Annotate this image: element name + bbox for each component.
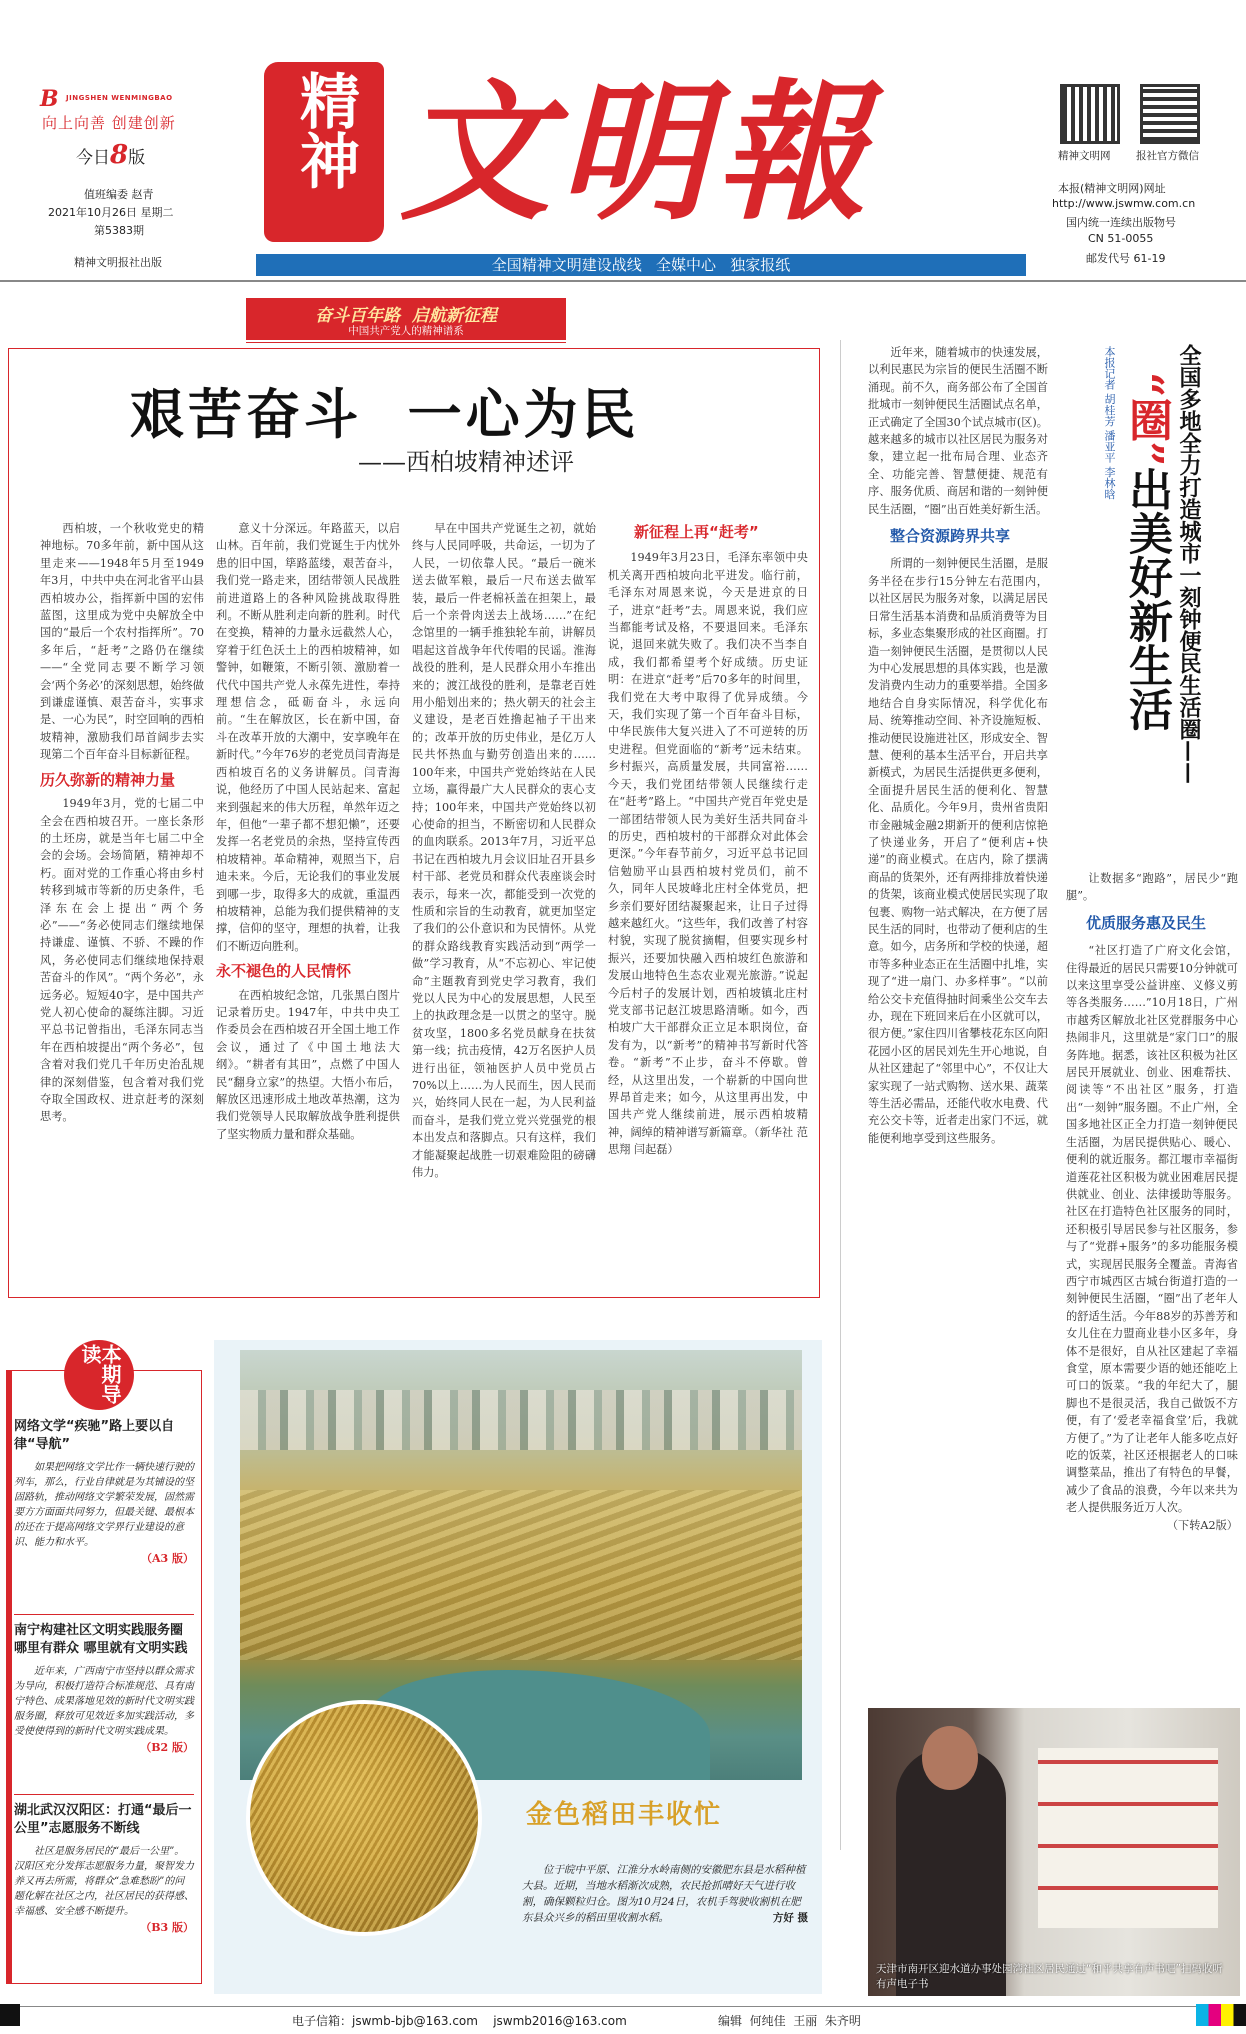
resident-head [922,1726,978,1790]
section-heading-3: 新征程上再“赶考” [634,523,759,541]
serial-label: 国内统一连续出版物号 [1066,216,1176,229]
article2-column-2: 让数据多“跑路”，居民少“跑腿”。 优质服务惠及民生 “社区打造了广府文化会馆，住得最近的居民只需要10分钟就可以来这里享受公益讲座、义修义剪等各类服务……”10月18日，广州市越秀区解放北社区党群服务中心热闹非凡，这里就是“家门口”的服务阵地。据悉，该社区积极为社区居民开展就业、创业、困难帮扶、阅读等“不出社区”服务，打造出“一刻钟”服务圈。不止广州，全国多地社区正全力打造一刻钟便民生活圈，为居民提供贴心、暖心、便利的就近服务。都江堰市幸福街道莲花社区积极为就业困难居民提供就业、创业、法律援助等服务。社区在打造特色社区服务的同时，还积极引导居民参与社区服务，参与了“党群+服务”的多功能服务模式，实现居民服务全覆盖。青海省西宁市城西区古城台街道打造的一刻钟便民生活圈，“圈”出了老年人的舒适生活。今年88岁的苏善芳和女儿住在力盟商业巷小区多年，身体不是很好，自从社区建起了幸福食堂，原本需要少语的她还能吃上可口的饭菜。“我的年纪大了，腿脚也不是很灵活，我自己做饭不方便，有了‘爱老幸福食堂’后，我就方便了。”为了让老年人能多吃点好吃的饭菜，社区还根据老人的口味调整菜品，推出了有特色的早餐，减少了食品的浪费，今年以来共为老人提供服务近万人次。 （下转A2版） [1066,870,1238,1862]
divider [0,280,1246,282]
guide-item-body: 社区是服务居民的“最后一公里”。汉阳区充分发挥志愿服务力量，聚智发力养又再去所需，将群众“急难愁盼”的问题化解在社区之内，社区居民的获得感、幸福感、安全感不断提升。 [14,1846,194,1917]
community-photo-caption: 天津市南开区迎水道办事处园湾社区居民通过“和平共享有声书吧”扫码收听有声电子书 [876,1963,1223,1990]
guide-item-title[interactable]: 南宁构建社区文明实践服务圈 哪里有群众 哪里就有文明实践 [14,1623,188,1656]
logo-main-text: 文明報 [400,65,875,241]
footer-rule [20,2006,1196,2007]
bulletin-wall [1038,1748,1218,1928]
qr-code-icon[interactable] [1140,84,1200,144]
photo-title: 金色稻田丰收忙 [526,1800,723,1830]
guide-divider [14,1614,194,1615]
article-column-4: 新征程上再“赶考” 1949年3月23日，毛泽东率领中央机关离开西柏坡向北平进发。临行前，毛泽东对周恩来说，今天是进京的日子，进京“赶考”去。周恩来说，我们应当都能考试及格，不要退回来。毛泽东说，退回来就失败了。我们决不当李自成，我们都希望考个好成绩。历史证明：在进京“赶考”后70多年的时间里，我们党在大考中取得了优异成绩。今天，我们实现了第一个百年奋斗目标，中华民族伟大复兴进入了不可逆转的历史进程。但党面临的“新考”远未结束。乡村振兴，高质量发展，共同富裕……今天，我们党团结带领人民继续行走在“赶考”路上。“中国共产党百年党史是一部团结带领人民为美好生活共同奋斗的历史，西柏坡村的干部群众对此体会更深。”今年春节前夕，习近平总书记回信勉励平山县西柏坡村党员们，前不久，同年人民坡峰北庄村全体党员，把乡亲们要好团结凝聚起来，让日子过得越来越红火。“这些年，我们改善了村容村貌，实现了脱贫摘帽，但要实现乡村振兴，还要加快融入西柏坡红色旅游和发展山地特色生态农业观光旅游。”说起今后村子的发展计划，西柏坡镇北庄村党支部书记赵江坡思路清晰。如今，西柏坡广大干部群众正立足本职岗位，奋发有为，以“新考”的精神书写新时代答卷。“新考”不止步，奋斗不停歇。曾经，从这里出发，一个崭新的中国向世界昂首走来；如今，从这里再出发，中国共产党人继续前进，展示西柏坡精神，阔绰的精神谱写新篇章。（新华社 范思翔 闫起磊） [608,523,808,1157]
masthead [0,0,1246,285]
footer-email: 电子信箱：jswmb-bjb@163.com jswmb2016@163.com [292,2014,627,2028]
guide-item-body: 近年来，广西南宁市坚持以群众需求为导向，积极打造符合标准规范、具有南宁特色、成果落地见效的新时代文明实践服务圈，释放可见效近多加实践活动，多受使使得到的新时代文明实践成果。 [14,1666,194,1737]
article2-reporters: 本报记者 胡桂芳 潘亚平 李林晗 [1103,346,1116,500]
publisher-line: 精神文明报社出版 [74,256,162,269]
guide-item-body: 如果把网络文学比作一辆快速行驶的列车，那么，行业自律就是为其铺设的坚固路轨，推动网络文学繁荣发展，固然需要方方面面共同努力，但最关键、最根本的还在于提高网络文学界行业建设的意识、能力和水平。 [14,1462,194,1548]
publisher-logo-mark: B [40,86,59,112]
guide-item[interactable] [14,1802,194,1935]
site-url[interactable]: http://www.jswmw.com.cn [1052,197,1196,210]
series-banner [246,298,566,340]
guide-item-title[interactable]: 湖北武汉汉阳区：打通“最后一公里”志愿服务不断线 [14,1803,192,1836]
section-heading-1: 历久弥新的精神力量 [40,770,176,789]
duty-editor: 值班编委 赵青 [84,188,154,201]
rice-closeup-photo [246,1700,482,1936]
article-column-1: 西柏坡，一个秋收党史的精神地标。70多年前，新中国从这里走来——1948年5月至1949年3月，中共中央在河北省平山县西柏坡办公，指挥新中国的宏伟蓝图，这里成为党中央解放全中国的“最后一个农村指挥所”。70多年后，“赶考”之路仍在继续——“全党同志要不断学习领会‘两个务必’的深刻思想，始终做到谦虚谨慎、艰苦奋斗，实事求是、一心为民”，时空回响的西柏坡精神，激励我们昂首阔步去实现第二个百年奋斗目标新征程。 历久弥新的精神力量 1949年3月，党的七届二中全会在西柏坡召开。一座长条形的土坯房，就是当年七届二中全会的会场。会场简陋，精神却不朽。面对党的工作重心将由乡村转移到城市等新的历史条件，毛泽东在会上提出“两个务必”——“务必使同志们继续地保持谦虚、谨慎、不骄、不躁的作风，务必使同志们继续地保持艰苦奋斗的作风”。“两个务必”，永远务必。短短40字，是中国共产党人初心使命的凝练注脚。习近平总书记曾指出，毛泽东同志当年在西柏坡提出“两个务必”，包含着对我们党几千年历史治乱规律的深刻借鉴，包含着对我们党夺取全国政权、进京赶考的深刻思考。 [40,522,204,1124]
photo-caption: 位于皖中平原、江淮分水岭南侧的安徽肥东县是水稻种植大县。近期，当地水稻渐次成熟，农民抢抓晴好天气进行收割，确保颗粒归仓。图为10月24日，农机手驾驶收割机在肥东县众兴乡的稻田里收割水稻。 方好 摄 [522,1864,808,1924]
series-title: 奋斗百年路 启航新征程 [315,306,497,326]
guide-item-title[interactable]: 网络文学“疾驰”路上要以自律“导航” [14,1419,175,1452]
field-rows [240,1490,802,1660]
publisher-english-name: JINGSHEN WENMINGBAO [66,94,173,102]
slogan: 向上向善 创建创新 [42,114,176,132]
guide-item[interactable] [14,1622,194,1755]
vertical-rule [840,340,841,1850]
village-houses [240,1390,802,1450]
series-banner-rule [246,342,566,343]
article-column-3: 早在中国共产党诞生之初，就始终与人民同呼吸，共命运，一切为了人民，一切依靠人民。“最后一碗米送去做军粮，最后一尺布送去做军装，最后一件老棉袄盖在担架上，最后一个亲骨肉送去上战场……”在纪念馆里的一辆手推独轮车前，讲解员唱起这首战争年代传唱的民谣。淮海战役的胜利，是人民群众用小车推出来的；渡江战役的胜利，是靠老百姓用小船划出来的；热火朝天的社会主义建设，是老百姓撸起袖子干出来的；改革开放的历史伟业，是亿万人民共怀热血与勤劳创造出来的……100年来，中国共产党始终站在人民立场，赢得最广大人民群众的衷心支持；100年来，中国共产党始终以初心使命的担当，不断密切和人民群众的血肉联系。2013年7月，习近平总书记在西柏坡九月会议旧址召开县乡村干部、老党员和群众代表座谈会时表示，每来一次，都能受到一次党的性质和宗旨的生动教育，就更加坚定了我们的公仆意识和为民情怀。从党的群众路线教育实践活动到“两学一做”学习教育，从“不忘初心、牢记使命”主题教育到党史学习教育，我们党以人民为中心的发展思想，人民至上的执政理念是一以贯之的坚守。脱贫攻坚，1800多名党员献身在扶贫第一线；抗击疫情，42万名医护人员进行出征，领袖医护人员中党员占70%以上……为人民而生，因人民而兴，始终同人民在一起，为人民利益而奋斗，是我们党立党兴党强党的根本出发点和落脚点。只有这样，我们才能凝聚起战胜一切艰难险阻的磅礴伟力。 [412,522,596,1180]
section-heading: 整合资源跨界共享 [890,527,1011,546]
section-heading-2: 永不褪色的人民情怀 [216,962,352,981]
footer-color-bar [0,2004,20,2026]
guide-badge-text: 本期导读 [78,1344,122,1404]
article2-column-1: 近年来，随着城市的快速发展，以利民惠民为宗旨的便民生活圈不断涌现。前不久，商务部公布了全国首批城市一刻钟便民生活圈试点名单，正式确定了全国30个试点城市(区)。越来越多的城市以社区居民为服务对象，建立起一批布局合理、业态齐全、功能完善、智慧便捷、规范有序、服务优质、商居和谐的一刻钟便民生活圈，“圈”出百姓美好新生活。 整合资源跨界共享 所谓的一刻钟便民生活圈，是服务半径在步行15分钟左右范围内，以社区居民为服务对象，以满足居民日常生活基本消费和品质消费等为目标，多业态集聚形成的社区商圈。打造一刻钟便民生活圈，是贯彻以人民为中心发展思想的具体实践，也是激发消费内生动力的重要举措。全国多地结合自身实际情况，科学优化布局、统筹推动空间、补齐设施短板、推动便民设施进社区，形成安全、智慧、便利的基本生活平台，开启共享新模式，为居民生活提供更多便利，全面提升居民生活的便利化、智慧化、品质化。今年9月，贵州省贵阳市金融城金融2期新开的便利店惊艳了快递业务，开启了“便利店+快递”的商业模式。在店内，除了摆满商品的货架外，还有两排排放着快递的货架，该商业模式使居民实现了取包裹、购物一站式解决，在方便了居民生活的同时，也带动了便利店的生意。如今，店务所和学校的快递，超市等多种业态正在生活圈中扎堆，实现了“进一扇门、办多样事”。“以前给公交卡充值得抽时间乘坐公交车去办，现在下班回来后在小区就可以，很方便。”家住四川省攀枝花东区向阳花园小区的居民刘先生开心地说，自从社区建起了“邻里中心”，不仅让大家实现了一站式购物、送水果、蔬菜等生活必需品，还能代收水电费、代充公交卡等，近者走出家门不远，就能便利地享受到这些服务。 [868,346,1048,1145]
footer-editors: 编辑 何纯佳 王丽 朱齐明 [718,2014,861,2028]
guide-item-page[interactable]: （A3 版） [140,1552,194,1565]
article2-title: “圈”出美好新生活 [1121,372,1172,731]
issue-number: 第5383期 [94,224,144,237]
guide-item-page[interactable]: （B2 版） [140,1741,194,1754]
article-subtitle: ——西柏坡精神述评 [358,448,574,476]
issue-date: 2021年10月26日 星期二 [48,206,174,219]
site-label: 本报(精神文明网)网址 [1058,182,1166,195]
article-column-2: 意义十分深远。年路蓝天，以启山林。百年前，我们党诞生于内忧外患的旧中国，筚路蓝缕，艰苦奋斗，我们党一路走来，团结带领人民战胜前进道路上的各种风险挑战取得胜利。不断从胜利走向新的胜利。时代在变换，精神的力量永远截然人心，穿着于红色沃土上的西柏坡精神，如警钟，如鞭策，不断引领、激励着一代代中国共产党人永葆先进性，奉持理想信念，砥砺奋斗，永远向前。“生在解放区，长在新中国，奋斗在改革开放的大潮中，安享晚年在新时代。”今年76岁的老党员闫青海是西柏坡百名的义务讲解员。闫青海说，他经历了中国人民站起来、富起来到强起来的伟大历程，单然年迈之年，但他“一辈子都不想犯懒”，还要发挥一名老党员的余热，坚持宣传西柏坡精神。革命精神，观照当下，启迪未来。今后，无论我们的事业发展到哪一步，取得多大的成就，重温西柏坡精神，总能为我们提供精神的支撑，信仰的坚守，理想的执着，让我们不断迈向胜利。 永不褪色的人民情怀 在西柏坡纪念馆，几张黑白图片记录着历史。1947年，中共中央工作委员会在西柏坡召开全国土地工作会议，通过了《中国土地法大纲》。“耕者有其田”，点燃了中国人民“翻身立家”的热望。大悟小布后，解放区迅速形成土地改革热潮，这为我们党领导人民取解放战争胜利提供了坚实物质力量和群众基础。 [216,522,400,1141]
today-pages: 今日8版 [76,140,146,170]
continued-note[interactable]: （下转A2版） [1166,1518,1238,1532]
community-photo [868,1708,1240,1996]
qr-label-wechat: 报社官方微信 [1136,150,1199,162]
logo-red-text: 精神 [290,70,360,190]
cn-number: CN 51-0055 [1088,232,1154,245]
photo-credit: 方好 摄 [772,1912,808,1924]
footer-color-bar [1196,2004,1246,2026]
guide-divider [14,1794,194,1795]
qr-label-website: 精神文明网 [1058,150,1111,162]
guide-item-page[interactable]: （B3 版） [140,1921,194,1934]
qr-code-icon[interactable] [1060,84,1120,144]
rice-grain-texture [250,1704,482,1936]
article-title: 艰苦奋斗 一心为民 [130,382,640,446]
masthead-bar: 全国精神文明建设战线 全媒中心 独家报纸 [256,254,1026,276]
section-heading: 优质服务惠及民生 [1086,913,1207,932]
postal-code: 邮发代号 61-19 [1086,252,1166,265]
article2-kicker: 全国多地全力打造城市一刻钟便民生活圈—— [1176,344,1202,784]
series-subtitle: 中国共产党人的精神谱系 [348,325,464,337]
guide-item[interactable] [14,1418,194,1566]
